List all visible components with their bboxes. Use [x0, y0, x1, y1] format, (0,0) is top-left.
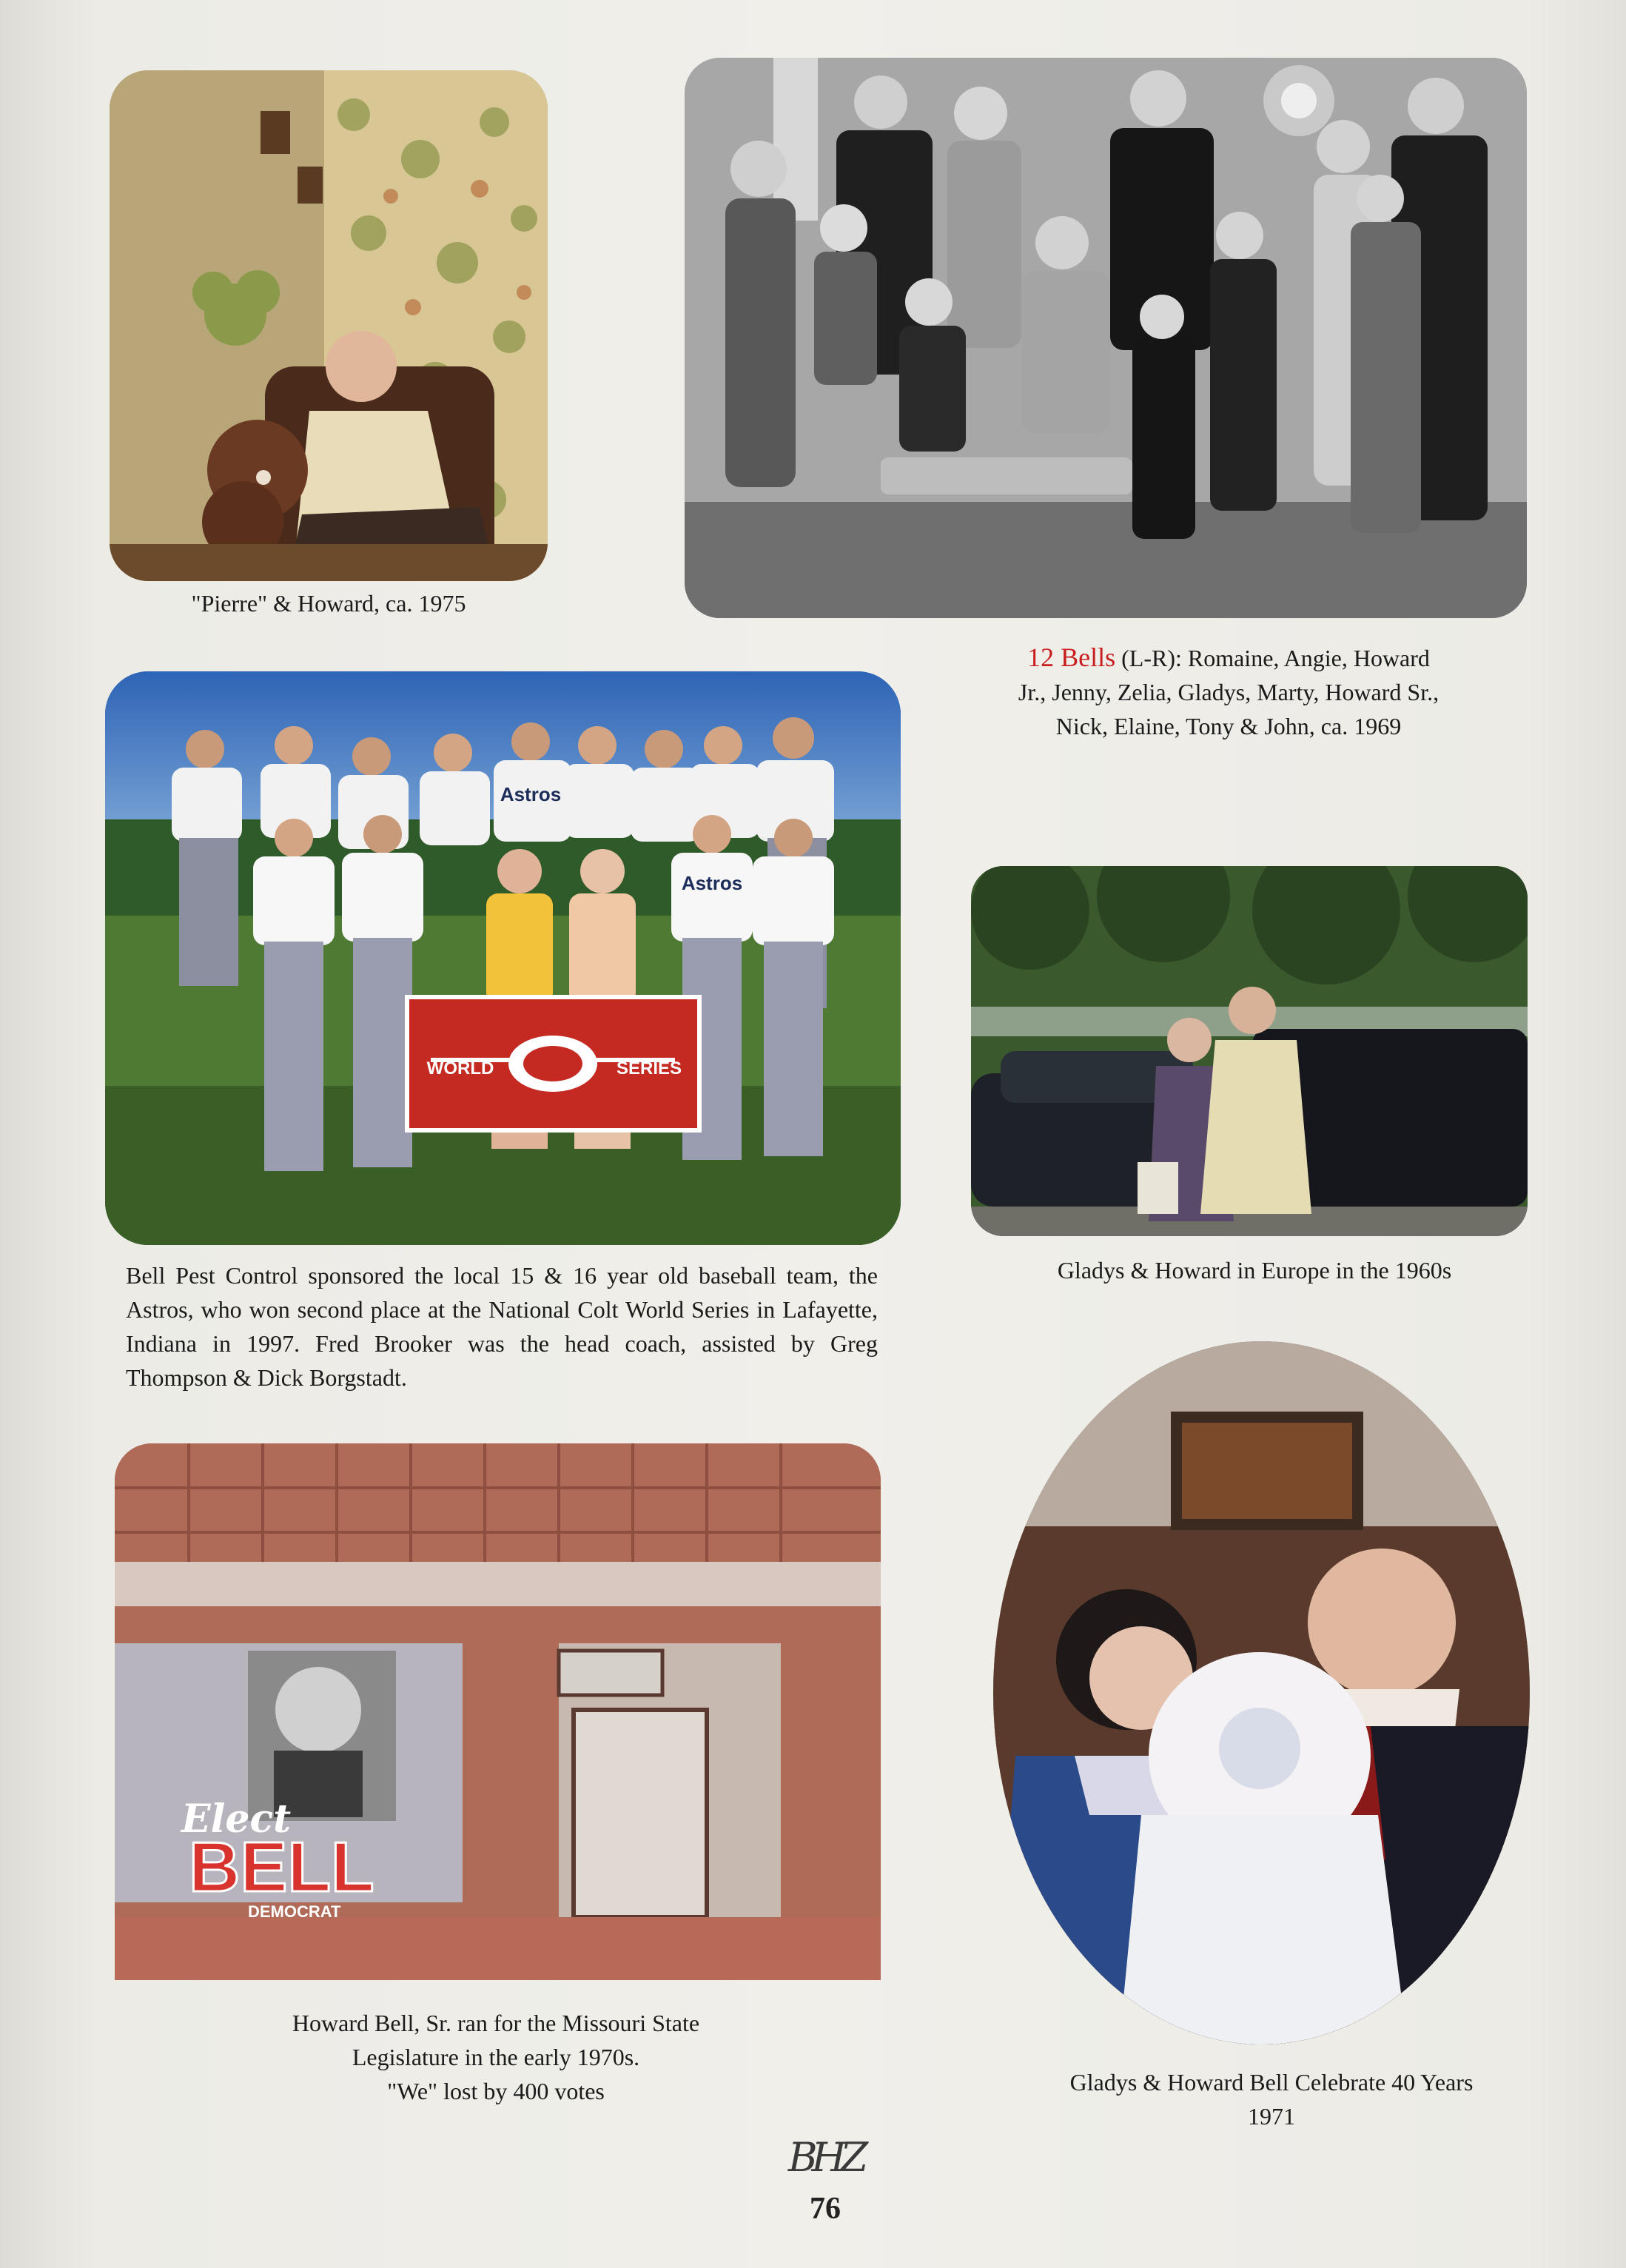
- caption-anniversary: [975, 2065, 1568, 2133]
- caption-twelve-bells-names: (L-R): Romaine, Angie, Howard Jr., Jenny, Zelia, Gladys, Marty, Howard Sr., Nick, Elaine, Tony & John, ca. 1969: [1018, 645, 1439, 739]
- caption-europe: Gladys & Howard in Europe in the 1960s: [1057, 1257, 1452, 1284]
- page-number: 76: [810, 2192, 841, 2226]
- caption-twelve-bells: [1014, 640, 1443, 743]
- sign-democrat-text: DEMOCRAT: [248, 1902, 341, 1921]
- monogram-logo: [762, 2128, 888, 2187]
- photo-anniversary: [993, 1341, 1530, 2044]
- jersey-text-front: Astros: [681, 872, 743, 894]
- photo-elect-bell-image: [115, 1443, 881, 1980]
- photo-pierre-howard: [110, 70, 548, 581]
- photo-anniversary-image: [993, 1341, 1530, 2044]
- banner-world-text: WORLD: [426, 1058, 494, 1078]
- sign-elect-text: Elect: [181, 1796, 292, 1842]
- caption-astros-team: Bell Pest Control sponsored the local 15 & 16 year old baseball team, the Astros, who won second place at the National Colt World Series in Lafayette, Indiana in 1997. Fred Brooker was the head coach, assisted by Greg Thompson & Dick Borgstadt.: [126, 1262, 878, 1391]
- caption-anniversary-line1: Gladys & Howard Bell Celebrate 40 Years: [1069, 2069, 1474, 2096]
- photo-twelve-bells-image: [685, 58, 1527, 618]
- monogram-text: BHZ: [787, 2134, 863, 2181]
- caption-pierre-howard: "Pierre" & Howard, ca. 1975: [191, 590, 466, 617]
- caption-anniversary-line2: 1971: [1248, 2103, 1295, 2130]
- banner-series-text: SERIES: [616, 1058, 682, 1078]
- photo-europe: [971, 866, 1528, 1236]
- photo-astros-team: [105, 671, 901, 1245]
- photo-twelve-bells: [685, 58, 1527, 618]
- jersey-text: Astros: [500, 783, 562, 805]
- monogram-logo-image: [762, 2128, 888, 2187]
- caption-elect-bell-line3: "We" lost by 400 votes: [387, 2078, 605, 2104]
- sign-bell-text: BELL: [189, 1828, 374, 1907]
- photo-elect-bell: [115, 1443, 881, 1980]
- photo-pierre-howard-image: [110, 70, 548, 581]
- photo-astros-team-image: [105, 671, 901, 1245]
- caption-elect-bell: [215, 2006, 777, 2108]
- caption-twelve-bells-highlight: 12 Bells: [1027, 643, 1116, 672]
- caption-elect-bell-line2: Legislature in the early 1970s.: [352, 2044, 640, 2070]
- photo-europe-image: [971, 866, 1528, 1236]
- caption-elect-bell-line1: Howard Bell, Sr. ran for the Missouri State: [292, 2010, 700, 2036]
